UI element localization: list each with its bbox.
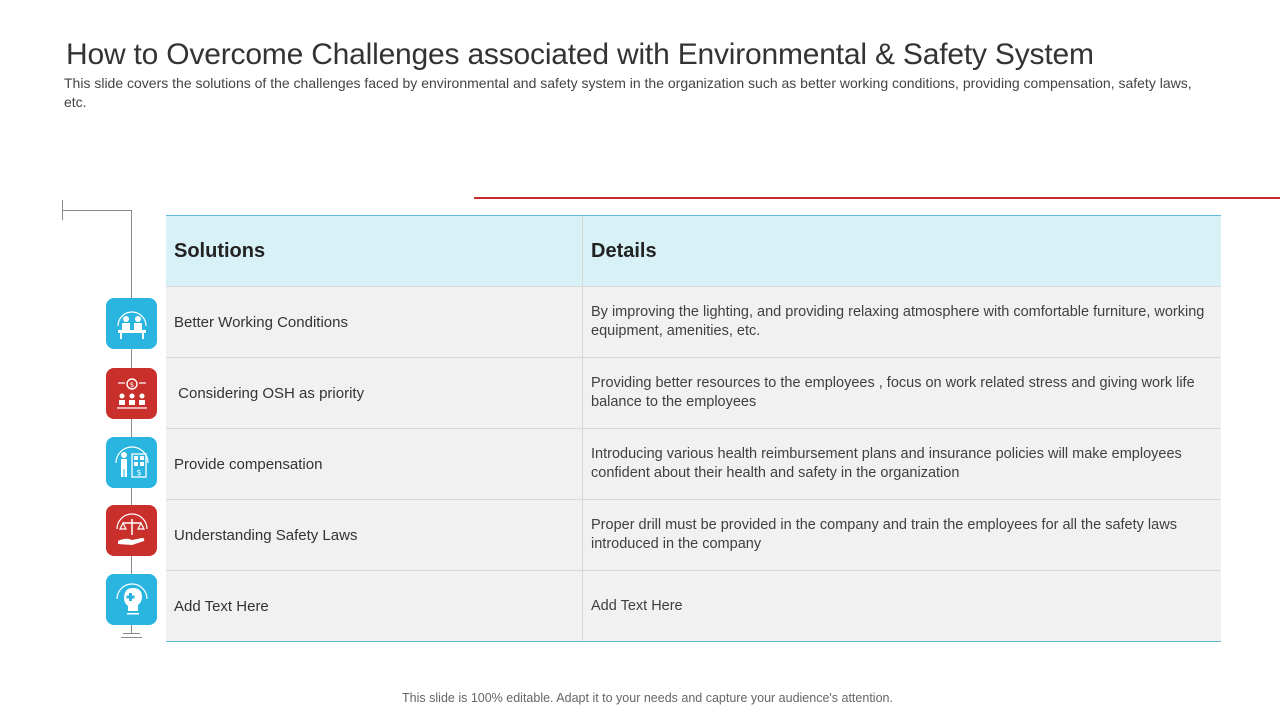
connector-vertical bbox=[131, 210, 132, 634]
office-workers-icon bbox=[112, 304, 152, 344]
law-scale-icon bbox=[112, 511, 152, 551]
compensation-icon bbox=[112, 443, 152, 483]
puzzle-head-icon bbox=[112, 580, 152, 620]
icon-tile-2 bbox=[106, 368, 157, 419]
details-cell: Proper drill must be provided in the company and train the employees for all the safety laws introduced in the company bbox=[591, 517, 1177, 552]
svg-text:$: $ bbox=[129, 380, 134, 389]
connector-top-horizontal bbox=[62, 210, 131, 211]
icon-tile-3 bbox=[106, 437, 157, 488]
table-row bbox=[166, 571, 1221, 641]
solution-cell: Understanding Safety Laws bbox=[166, 500, 583, 570]
slide-subtitle: This slide covers the solutions of the challenges faced by environmental and safety system in the organization such as better working conditions, providing compensation, safety laws, etc. bbox=[64, 75, 1192, 110]
table-row bbox=[166, 429, 1221, 500]
table-row bbox=[166, 287, 1221, 358]
icon-tile-1 bbox=[106, 298, 157, 349]
slide-footer: This slide is 100% editable. Adapt it to your needs and capture your audience's attention. bbox=[402, 691, 893, 705]
table-header-row bbox=[166, 216, 1221, 287]
slide-title: How to Overcome Challenges associated with Environmental & Safety System bbox=[66, 38, 1094, 71]
solutions-table bbox=[166, 215, 1221, 642]
details-cell: Providing better resources to the employees , focus on work related stress and giving work life balance to the employees bbox=[591, 375, 1195, 410]
connector-ground-1 bbox=[123, 633, 140, 634]
table-row bbox=[166, 500, 1221, 571]
icon-tile-4 bbox=[106, 505, 157, 556]
solution-cell: Add Text Here bbox=[166, 571, 583, 641]
details-cell: By improving the lighting, and providing relaxing atmosphere with comfortable furniture, working equipment, amenities, etc. bbox=[591, 304, 1205, 339]
solution-cell: Better Working Conditions bbox=[166, 287, 583, 357]
solution-cell: Provide compensation bbox=[166, 429, 583, 499]
header-details: Details bbox=[591, 239, 657, 262]
details-cell: Introducing various health reimbursement plans and insurance policies will make employees confident about their health and safety in the organization bbox=[591, 446, 1182, 481]
red-divider-line bbox=[474, 197, 1280, 199]
team-resources-icon bbox=[112, 374, 152, 414]
solution-cell: Considering OSH as priority bbox=[166, 358, 583, 428]
icon-tile-5 bbox=[106, 574, 157, 625]
svg-text:$: $ bbox=[135, 467, 142, 477]
connector-ground-2 bbox=[121, 637, 142, 638]
table-row bbox=[166, 358, 1221, 429]
details-cell: Add Text Here bbox=[591, 597, 683, 614]
header-solutions: Solutions bbox=[166, 216, 583, 286]
